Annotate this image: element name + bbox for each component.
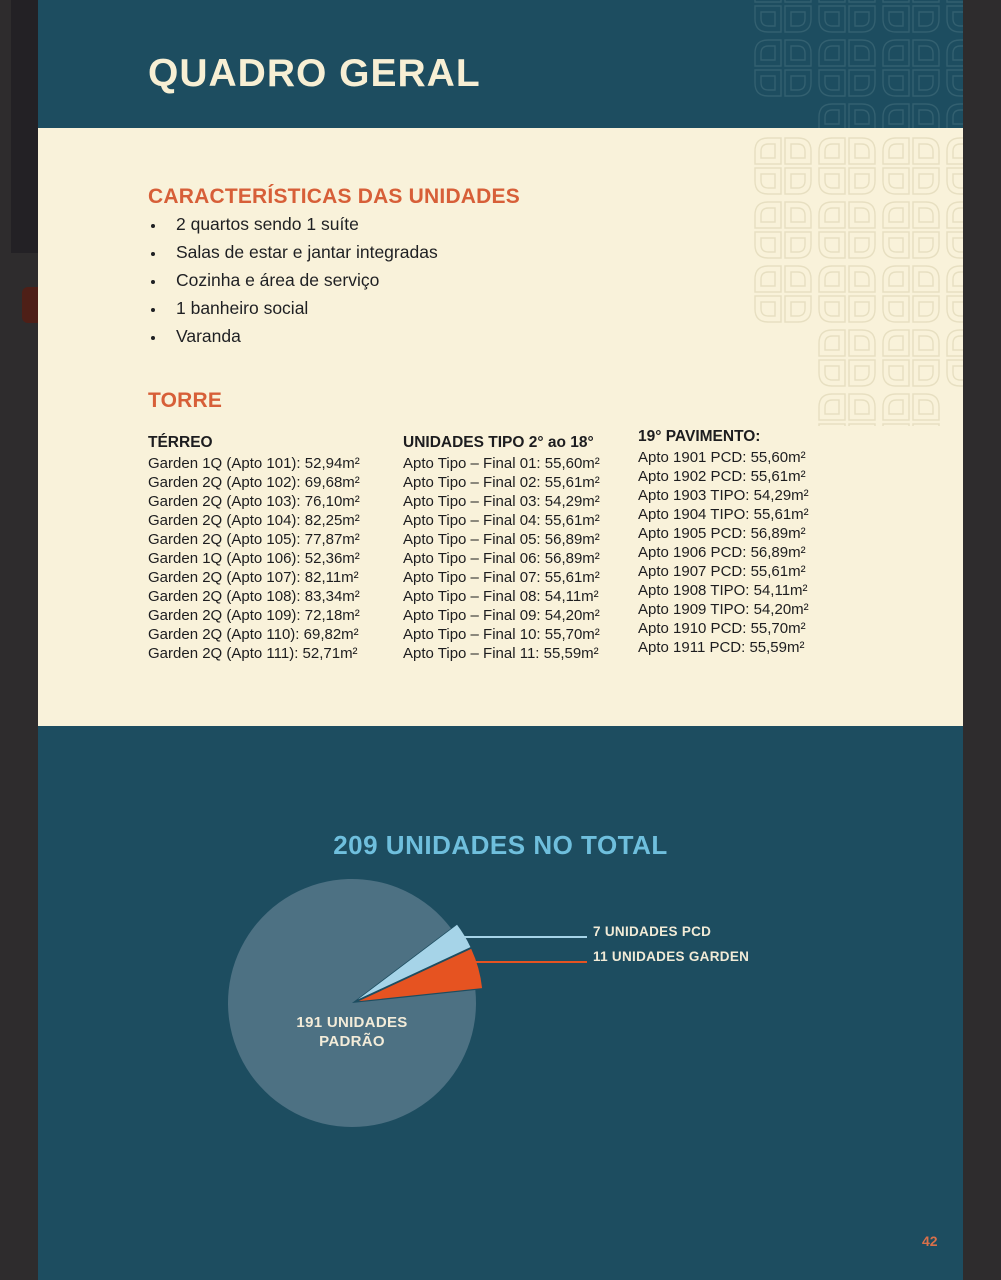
unit-row: Apto Tipo – Final 11: 55,59m² [403, 645, 599, 662]
chart-title: 209 UNIDADES NO TOTAL [333, 830, 668, 860]
characteristics-heading: CARACTERÍSTICAS DAS UNIDADES [148, 185, 520, 208]
unit-row: Garden 2Q (Apto 105): 77,87m² [148, 531, 360, 548]
viewer-left-strip [11, 0, 38, 253]
pie-chart [217, 868, 487, 1138]
column-tipo [403, 433, 638, 663]
characteristics-list [166, 210, 438, 350]
unit-row: Apto 1902 PCD: 55,61m² [638, 468, 806, 485]
unit-row: Garden 2Q (Apto 103): 76,10m² [148, 493, 360, 510]
unit-row: Garden 2Q (Apto 107): 82,11m² [148, 569, 359, 586]
unit-row: Apto 1911 PCD: 55,59m² [638, 639, 805, 656]
unit-row: Apto Tipo – Final 01: 55,60m² [403, 455, 600, 472]
unit-row: Apto 1910 PCD: 55,70m² [638, 620, 806, 637]
unit-row: Garden 1Q (Apto 101): 52,94m² [148, 455, 360, 472]
unit-row: Apto 1909 TIPO: 54,20m² [638, 601, 809, 618]
list-item: • 1 banheiro social [166, 294, 438, 322]
page-header [38, 0, 963, 128]
unit-row: Garden 2Q (Apto 104): 82,25m² [148, 512, 360, 529]
page-number: 42 [922, 1233, 938, 1249]
unit-row: Apto Tipo – Final 08: 54,11m² [403, 588, 599, 605]
unit-row: Apto Tipo – Final 03: 54,29m² [403, 493, 600, 510]
pie-center-label [252, 1013, 452, 1051]
unit-row: Apto 1907 PCD: 55,61m² [638, 563, 806, 580]
pie-center-label-line2: PADRÃO [319, 1033, 385, 1050]
list-item: • 2 quartos sendo 1 suíte [166, 210, 438, 238]
unit-row: Apto Tipo – Final 07: 55,61m² [403, 569, 600, 586]
list-item: • Salas de estar e jantar integradas [166, 238, 438, 266]
unit-row: Apto 1906 PCD: 56,89m² [638, 544, 806, 561]
pcd-callout-label: 7 UNIDADES PCD [593, 924, 712, 939]
unit-row: Apto Tipo – Final 06: 56,89m² [403, 550, 600, 567]
unit-row: Garden 2Q (Apto 109): 72,18m² [148, 607, 360, 624]
petal-pattern-icon [751, 128, 963, 426]
column-header: TÉRREO [148, 434, 213, 451]
page-title: QUADRO GERAL [148, 52, 481, 95]
document-page [38, 0, 963, 1280]
unit-row: Apto Tipo – Final 02: 55,61m² [403, 474, 600, 491]
unit-row: Apto 1901 PCD: 55,60m² [638, 449, 806, 466]
chart-section [38, 726, 963, 1280]
unit-row: Garden 2Q (Apto 108): 83,34m² [148, 588, 360, 605]
unit-row: Garden 2Q (Apto 102): 69,68m² [148, 474, 360, 491]
unit-row: Apto 1908 TIPO: 54,11m² [638, 582, 808, 599]
list-item: • Cozinha e área de serviço [166, 266, 438, 294]
unit-row: Apto 1904 TIPO: 55,61m² [638, 506, 809, 523]
pie-slice-0 [228, 879, 476, 1127]
petal-pattern-icon [751, 0, 963, 128]
unit-row: Garden 2Q (Apto 111): 52,71m² [148, 645, 358, 662]
viewer-edge-artifact [22, 287, 38, 323]
pcd-callout-line [462, 936, 587, 938]
list-item: • Varanda [166, 322, 438, 350]
torre-heading: TORRE [148, 389, 223, 412]
garden-callout-label: 11 UNIDADES GARDEN [593, 949, 750, 964]
unit-row: Apto Tipo – Final 05: 56,89m² [403, 531, 600, 548]
content-section [38, 128, 963, 726]
unit-row: Apto Tipo – Final 09: 54,20m² [403, 607, 600, 624]
pie-center-label-line1: 191 UNIDADES [296, 1014, 408, 1031]
garden-callout-line [475, 961, 587, 963]
column-header: 19° PAVIMENTO: [638, 428, 761, 445]
column-pavimento-19 [638, 427, 873, 657]
unit-row: Apto Tipo – Final 10: 55,70m² [403, 626, 600, 643]
unit-row: Garden 1Q (Apto 106): 52,36m² [148, 550, 360, 567]
column-terreo [148, 433, 400, 663]
column-header: UNIDADES TIPO 2° ao 18° [403, 434, 594, 451]
unit-row: Apto 1903 TIPO: 54,29m² [638, 487, 809, 504]
unit-row: Apto 1905 PCD: 56,89m² [638, 525, 806, 542]
unit-row: Garden 2Q (Apto 110): 69,82m² [148, 626, 359, 643]
unit-row: Apto Tipo – Final 04: 55,61m² [403, 512, 600, 529]
